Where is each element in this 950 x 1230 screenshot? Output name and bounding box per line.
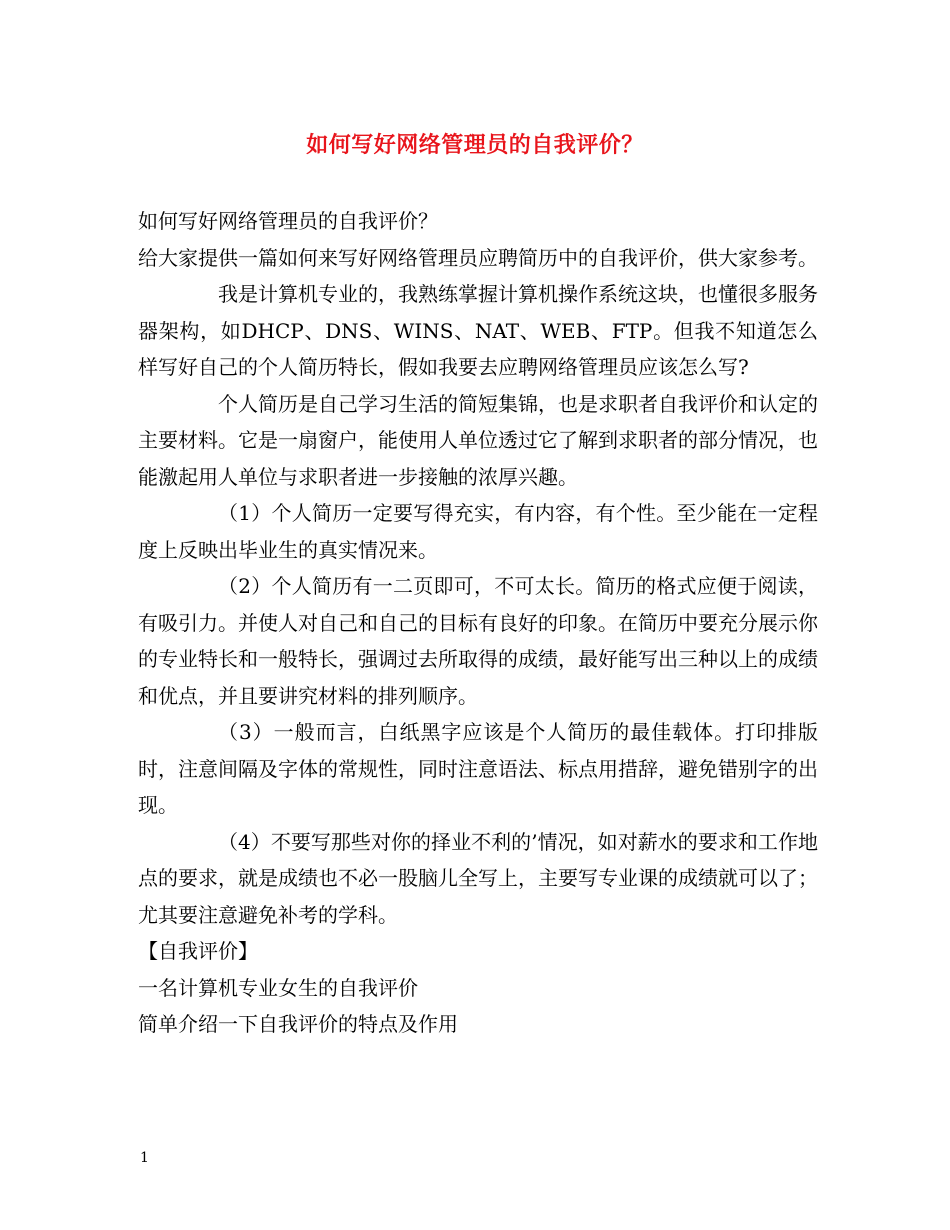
paragraph-intro: 给大家提供一篇如何来写好网络管理员应聘简历中的自我评价，供大家参考。: [138, 245, 818, 270]
page-number: 1: [140, 1150, 149, 1166]
section-heading-self-evaluation: 【自我评价】: [138, 939, 258, 963]
paragraph-point-2: （2）个人简历有一二页即可，不可太长。简历的格式应便于阅读，有吸引力。并使人对自己和自己的目标有良好的印象。在简历中要充分展示你的专业特长和一般特长，强调过去所取得的成绩，最好能写出三种以上的成绩和优点，并且要讲究材料的排列顺序。: [138, 574, 818, 708]
paragraph-point-3: （3）一般而言，白纸黑字应该是个人简历的最佳载体。打印排版时，注意间隔及字体的常规性，同时注意语法、标点用措辞，避免错别字的出现。: [138, 720, 818, 817]
document-title: 如何写好网络管理员的自我评价？: [306, 132, 644, 158]
paragraph-related-2: 简单介绍一下自我评价的特点及作用: [138, 1012, 458, 1036]
paragraph-point-4: （4）不要写那些对你的择业不利的’情况，如对薪水的要求和工作地点的要求，就是成绩也不必一股脑儿全写上，主要写专业课的成绩就可以了；尤其要注意避免补考的学科。: [138, 829, 818, 927]
paragraph-related-1: 一名计算机专业女生的自我评价: [138, 975, 418, 1000]
paragraph-heading-repeat: 如何写好网络管理员的自我评价？: [138, 209, 438, 233]
paragraph-answer: 个人简历是自己学习生活的简短集锦，也是求职者自我评价和认定的主要材料。它是一扇窗户，能使用人单位透过它了解到求职者的部分情况，也能激起用人单位与求职者进一步接触的浓厚兴趣。: [138, 391, 818, 489]
document-body: [138, 203, 818, 1043]
paragraph-question: 我是计算机专业的，我熟练掌握计算机操作系统这块，也懂很多服务器架构，如DHCP、DNS、WINS、NAT、WEB、FTP。但我不知道怎么样写好自己的个人简历特长，假如我要去应聘网络管理员应该怎么写?: [138, 282, 818, 379]
paragraph-point-1: （1）个人简历一定要写得充实，有内容，有个性。至少能在一定程度上反映出毕业生的真实情况来。: [138, 501, 818, 562]
